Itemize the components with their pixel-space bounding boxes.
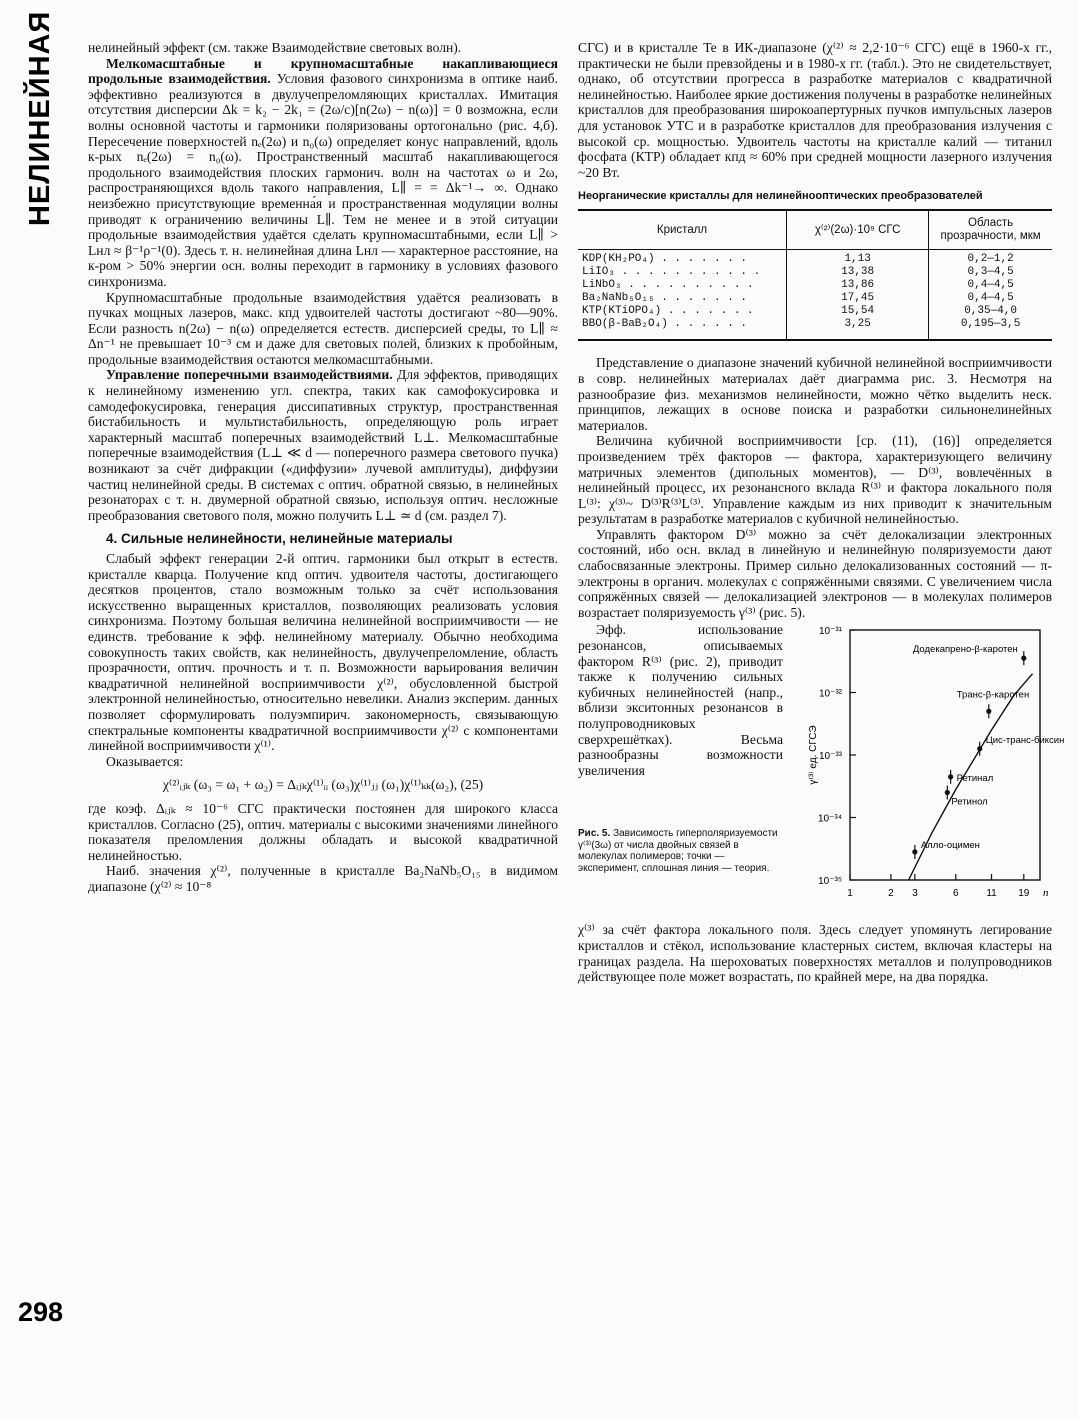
figure-5-block (578, 622, 1065, 922)
point-label: Транс-β-каротен (956, 689, 1030, 701)
table-cell: 0,4—4,5 (967, 279, 1014, 292)
paragraph-text: Для эффектов, приводящих к нелинейному изменению угл. спектра, таких как самофокусировка и самодефокусировка, генерация диссипативных структур, пространственная бистабильность и мультистабильность, определяющую роль играет характерный масштаб поперечных взаимодействий L⊥. Мелкомасштабные поперечные взаимодействия (L⊥ ≪ d — поперечного размера светового пучка) возникают за счёт дифракции («диффузии» лучевой амплитуды), диффузии частиц нелинейной среды. В системах с оптич. обратной связью, в нелинейных резонаторах с т. н. двумерной обратной связью, используя оптич. несложные преобразования светового поля, можно получить L⊥ ≃ d (см. раздел 7). (88, 367, 558, 523)
table-cell: 3,25 (844, 318, 871, 331)
data-point (986, 709, 991, 714)
paragraph: Крупномасштабные продольные взаимодействия удаётся реализовать в пучках мощных лазеров, макс. кпд удвоителей частоты достигают ~80—90%. Если разность n(2ω) − n(ω) определяется естеств. дисперсией среды, то L∥ ≈ Δn⁻¹ не превышает 10⁻³ см и даже для световых полей, близких к пробойным, продольные взаимодействия остаются мелкомасштабными. (88, 289, 558, 367)
paragraph: χ⁽³⁾ за счёт фактора локального поля. Здесь следует упомянуть легирование кристаллов и стёкол, использование кластерных систем, включая кластеры на границах раздела. На шероховатых поверхностях металлов и полупроводников действующее поле может возрастать, по крайней мере, на два порядка. (578, 922, 1052, 985)
formula-25: χ⁽²⁾ᵢⱼₖ (ω₃ = ω₁ + ω₂) = Δᵢⱼₖχ⁽¹⁾ᵢᵢ (ω₃)χ⁽¹⁾ⱼⱼ (ω₁)χ⁽¹⁾ₖₖ(ω₂), (25) (162, 777, 484, 793)
table-cell: Ba₂NaNb₅O₁₅ . . . . . . . (582, 292, 748, 305)
left-column (88, 40, 558, 1340)
run-in-heading: Мелкомасштабные и крупномасштабные накапливающиеся продольные взаимодействия. (88, 55, 558, 87)
point-label: Алло-оцимен (920, 840, 980, 852)
right-column (578, 40, 1065, 1340)
table-row (578, 250, 1052, 341)
table-cell: LiNbO₃ . . . . . . . . . . (582, 279, 754, 292)
table-cell: 0,4—4,5 (967, 292, 1014, 305)
table-header: Область прозрачности, мкм (929, 210, 1052, 250)
table-cell: 17,45 (841, 292, 875, 305)
paragraph: Представление о диапазоне значений кубичной нелинейной восприимчивости в совр. нелинейных материалах даёт диаграмма рис. 3. Несмотря на разнообразие физ. механизмов нелинейности, можно чётко выделить неск. принципов, лежащих в основе поиска и разработки сильнонелинейных материалов. (578, 355, 1052, 433)
paragraph-text: Условия фазового синхронизма в оптике наиб. эффективно реализуются в двулучепреломляющих кристаллах. Имитация отсутствия дисперсии Δk = k₂ − 2k₁ = (2ω/c)[n(2ω) − n(ω)] = 0 возможна, если волны основной частоты и гармоники поляризованы ортогонально (рис. 4,б). Пересечение поверхностей nₑ(2ω) и n₀(ω) определяет конус направлений, вдоль к-рых nₑ(2ω) = n₀(ω). Пространственный масштаб накапливающегося продольного взаимодействия плоских гармонич. волн на частотах ω и 2ω, распространяющихся вдоль такого направления, L∥ = = Δk⁻¹→ ∞. Однако неизбежно присутствующие временна́я и пространственная модуляции волны приводят к ограничению величины L∥. Тем не менее и в этой ситуации продольные взаимодействия удаётся сделать крупномасштабными, если L∥ > Lнл ≈ β⁻¹ρ⁻¹(0). Здесь т. н. нелинейная длина Lнл — характерное расстояние, на к-ром > 50% энергии осн. волны переходит в гармонику в условиях фазового синхронизма. (88, 71, 558, 289)
table-header: Кристалл (578, 210, 787, 250)
x-tick-label: 1 (847, 888, 853, 900)
data-point (948, 775, 953, 780)
paragraph: СГС) и в кристалле Te в ИК-диапазоне (χ⁽²⁾ ≈ 2,2·10⁻⁶ СГС) ещё в 1960-х гг., практически не были превзойдены и в 1980-х гг. (табл.). Это не свидетельствует, однако, об отсутствии прогресса в разработке материалов с квадратичной нелинейностью. Наиболее яркие достижения получены в разработке нелинейных кристаллов для преобразования широкоапертурных пучков импульсных лазеров для установок УТС и в разработке кристаллов для преобразования излучения с высокой ср. мощностью. Удвоитель частоты на кристалле калий — титанил фосфата (КТР) обладает кпд ≈ 60% при средней мощности лазерного излучения ~20 Вт. (578, 40, 1052, 180)
table-cell: BBO(β-BaB₂O₄) . . . . . . (582, 318, 748, 331)
x-axis-label: n (1043, 887, 1049, 900)
run-in-heading: Управление поперечными взаимодействиями. (106, 367, 393, 383)
x-tick-label: 6 (952, 888, 959, 900)
point-label: Ретинол (951, 796, 988, 808)
y-tick-label: 10⁻³² (818, 688, 842, 700)
paragraph: где коэф. Δᵢⱼₖ ≈ 10⁻⁶ СГС практически постоянен для широкого класса кристаллов. Согласно (25), оптич. материалы с высокими значениями линейного показателя преломления должны обладать и высокой квадратичной нелинейностью. (88, 800, 558, 863)
paragraph: нелинейный эффект (см. также Взаимодействие световых волн). (88, 40, 462, 55)
table-cell: 13,86 (841, 279, 875, 292)
paragraph: Оказывается: (106, 753, 184, 769)
figure-caption (578, 828, 783, 874)
point-label: Цис-транс-биксин (985, 735, 1065, 747)
x-tick-label: 2 (888, 888, 894, 900)
paragraph: Величина кубичной восприимчивости [ср. (11), (16)] определяется произведением трёх факторов — фактора, характеризующего величину матричных элементов (дипольных моментов), — D⁽³⁾, вовлечённых в нелинейный процесс, их резонансного вклада R⁽³⁾ и фактора локального поля L⁽³⁾: χ⁽³⁾~ D⁽³⁾R⁽³⁾L⁽³⁾. Управление каждым из них приводит к значительным результатам в разработке материалов с кубичной нелинейностью. (578, 433, 1052, 527)
x-tick-label: 19 (1018, 888, 1030, 900)
x-tick-label: 3 (912, 888, 918, 900)
table-cell: 0,195—3,5 (960, 318, 1021, 331)
wrapped-paragraph (578, 622, 783, 778)
paragraph: Эфф. использование резонансов, описываемых фактором R⁽³⁾ (рис. 2), приводит также к получению сильных кубичных нелинейностей (напр., вблизи экситонных резонансов в полупроводниковых сверхрешётках). Весьма разнообразны возможности увеличения (578, 622, 783, 778)
figure-5-chart (790, 624, 1065, 920)
table-header: χ⁽²⁾(2ω)·10⁹ СГС (787, 210, 929, 250)
table-cell: 0,2—1,2 (967, 253, 1014, 266)
table-caption: Неорганические кристаллы для нелинейнооптических преобразователей (578, 190, 983, 203)
table-cell: KDP(KH₂PO₄) . . . . . . . (582, 253, 748, 266)
figure-caption-text: Зависимость гиперполяризуемости γ⁽³⁾(3ω) от числа двойных связей в молекулах полимеров; точки — эксперимент, сплошная линия — теория. (578, 828, 778, 874)
point-label: Додекапрено-β-каротен (912, 644, 1018, 656)
table-cell: KTP(KTiOPO₄) . . . . . . . (582, 305, 754, 318)
data-point (912, 850, 917, 855)
table-cell: 1,13 (844, 253, 871, 266)
data-point (945, 790, 950, 795)
x-tick-label: 11 (986, 888, 997, 900)
table-cell: 0,3—4,5 (967, 266, 1014, 279)
paragraph (88, 56, 558, 290)
figure-caption-label: Рис. 5. (578, 828, 611, 840)
data-point (977, 747, 982, 752)
y-tick-label: 10⁻³⁵ (818, 876, 842, 888)
section-heading: 4. Сильные нелинейности, нелинейные материалы (106, 531, 453, 547)
data-point (1021, 656, 1026, 661)
y-tick-label: 10⁻³¹ (818, 626, 842, 638)
chi2-values-cell (787, 250, 929, 341)
table-cell: 15,54 (841, 305, 875, 318)
paragraph: Наиб. значения χ⁽²⁾, полученные в кристалле Ba₂NaNb₅O₁₅ в видимом диапазоне (χ⁽²⁾ ≈ 10⁻⁸ (88, 863, 558, 894)
y-axis-label: γ⁽³⁾ ед. СГСЭ (808, 725, 819, 786)
transparency-values-cell (929, 250, 1052, 341)
y-tick-label: 10⁻³⁴ (817, 813, 842, 825)
side-running-title: НЕЛИНЕЙНАЯ (24, 10, 56, 226)
paragraph (88, 367, 558, 523)
paragraph: Слабый эффект генерации 2-й оптич. гармоники был открыт в естеств. кристалле кварца. Получение кпд оптич. удвоителя частоты, достигающего десятков процентов, стало возможным только за счёт использования искусственно выращенных кристаллов, позволяющих реализовать условия синхронизма. Поэтому большая величина нелинейной восприимчивости — не единств. требование к эфф. нелинейному материалу. Обычно необходима совокупность таких свойств, как нелинейность, двулучепреломление, область прозрачности, оптич. прочность и т. п. Возможности варьирования величин квадратичной нелинейной восприимчивости χ⁽²⁾, обусловленной быстрой электронной нелинейностью, относительно невелики. Анализ эксперим. данных позволяет сформулировать полуэмпирич. закономерность, связывающую спектральные компоненты квадратичной восприимчивости χ⁽²⁾ с компонентами линейной восприимчивости χ⁽¹⁾. (88, 551, 558, 754)
paragraph: Управлять фактором D⁽³⁾ можно за счёт делокализации электронных состояний, ибо осн. вклад в линейную и нелинейную поляризуемости дают слабосвязанные электроны. Пример сильно делокализованных состояний — π-электроны в органич. молекулах с сопряжёнными связями. С увеличением числа сопряжённых связей — делокализацией электронов — в молекулах полимеров возрастает поляризуемость γ⁽³⁾ (рис. 5). (578, 526, 1052, 620)
point-label: Ретинал (956, 773, 994, 785)
crystals-table (578, 209, 1052, 341)
table-cell: 13,38 (841, 266, 875, 279)
y-tick-label: 10⁻³³ (818, 751, 842, 763)
crystal-names-cell (578, 250, 787, 341)
table-cell: LiIO₃ . . . . . . . . . . . (582, 266, 761, 279)
table-cell: 0,35—4,0 (964, 305, 1018, 318)
page-number: 298 (18, 1297, 64, 1327)
